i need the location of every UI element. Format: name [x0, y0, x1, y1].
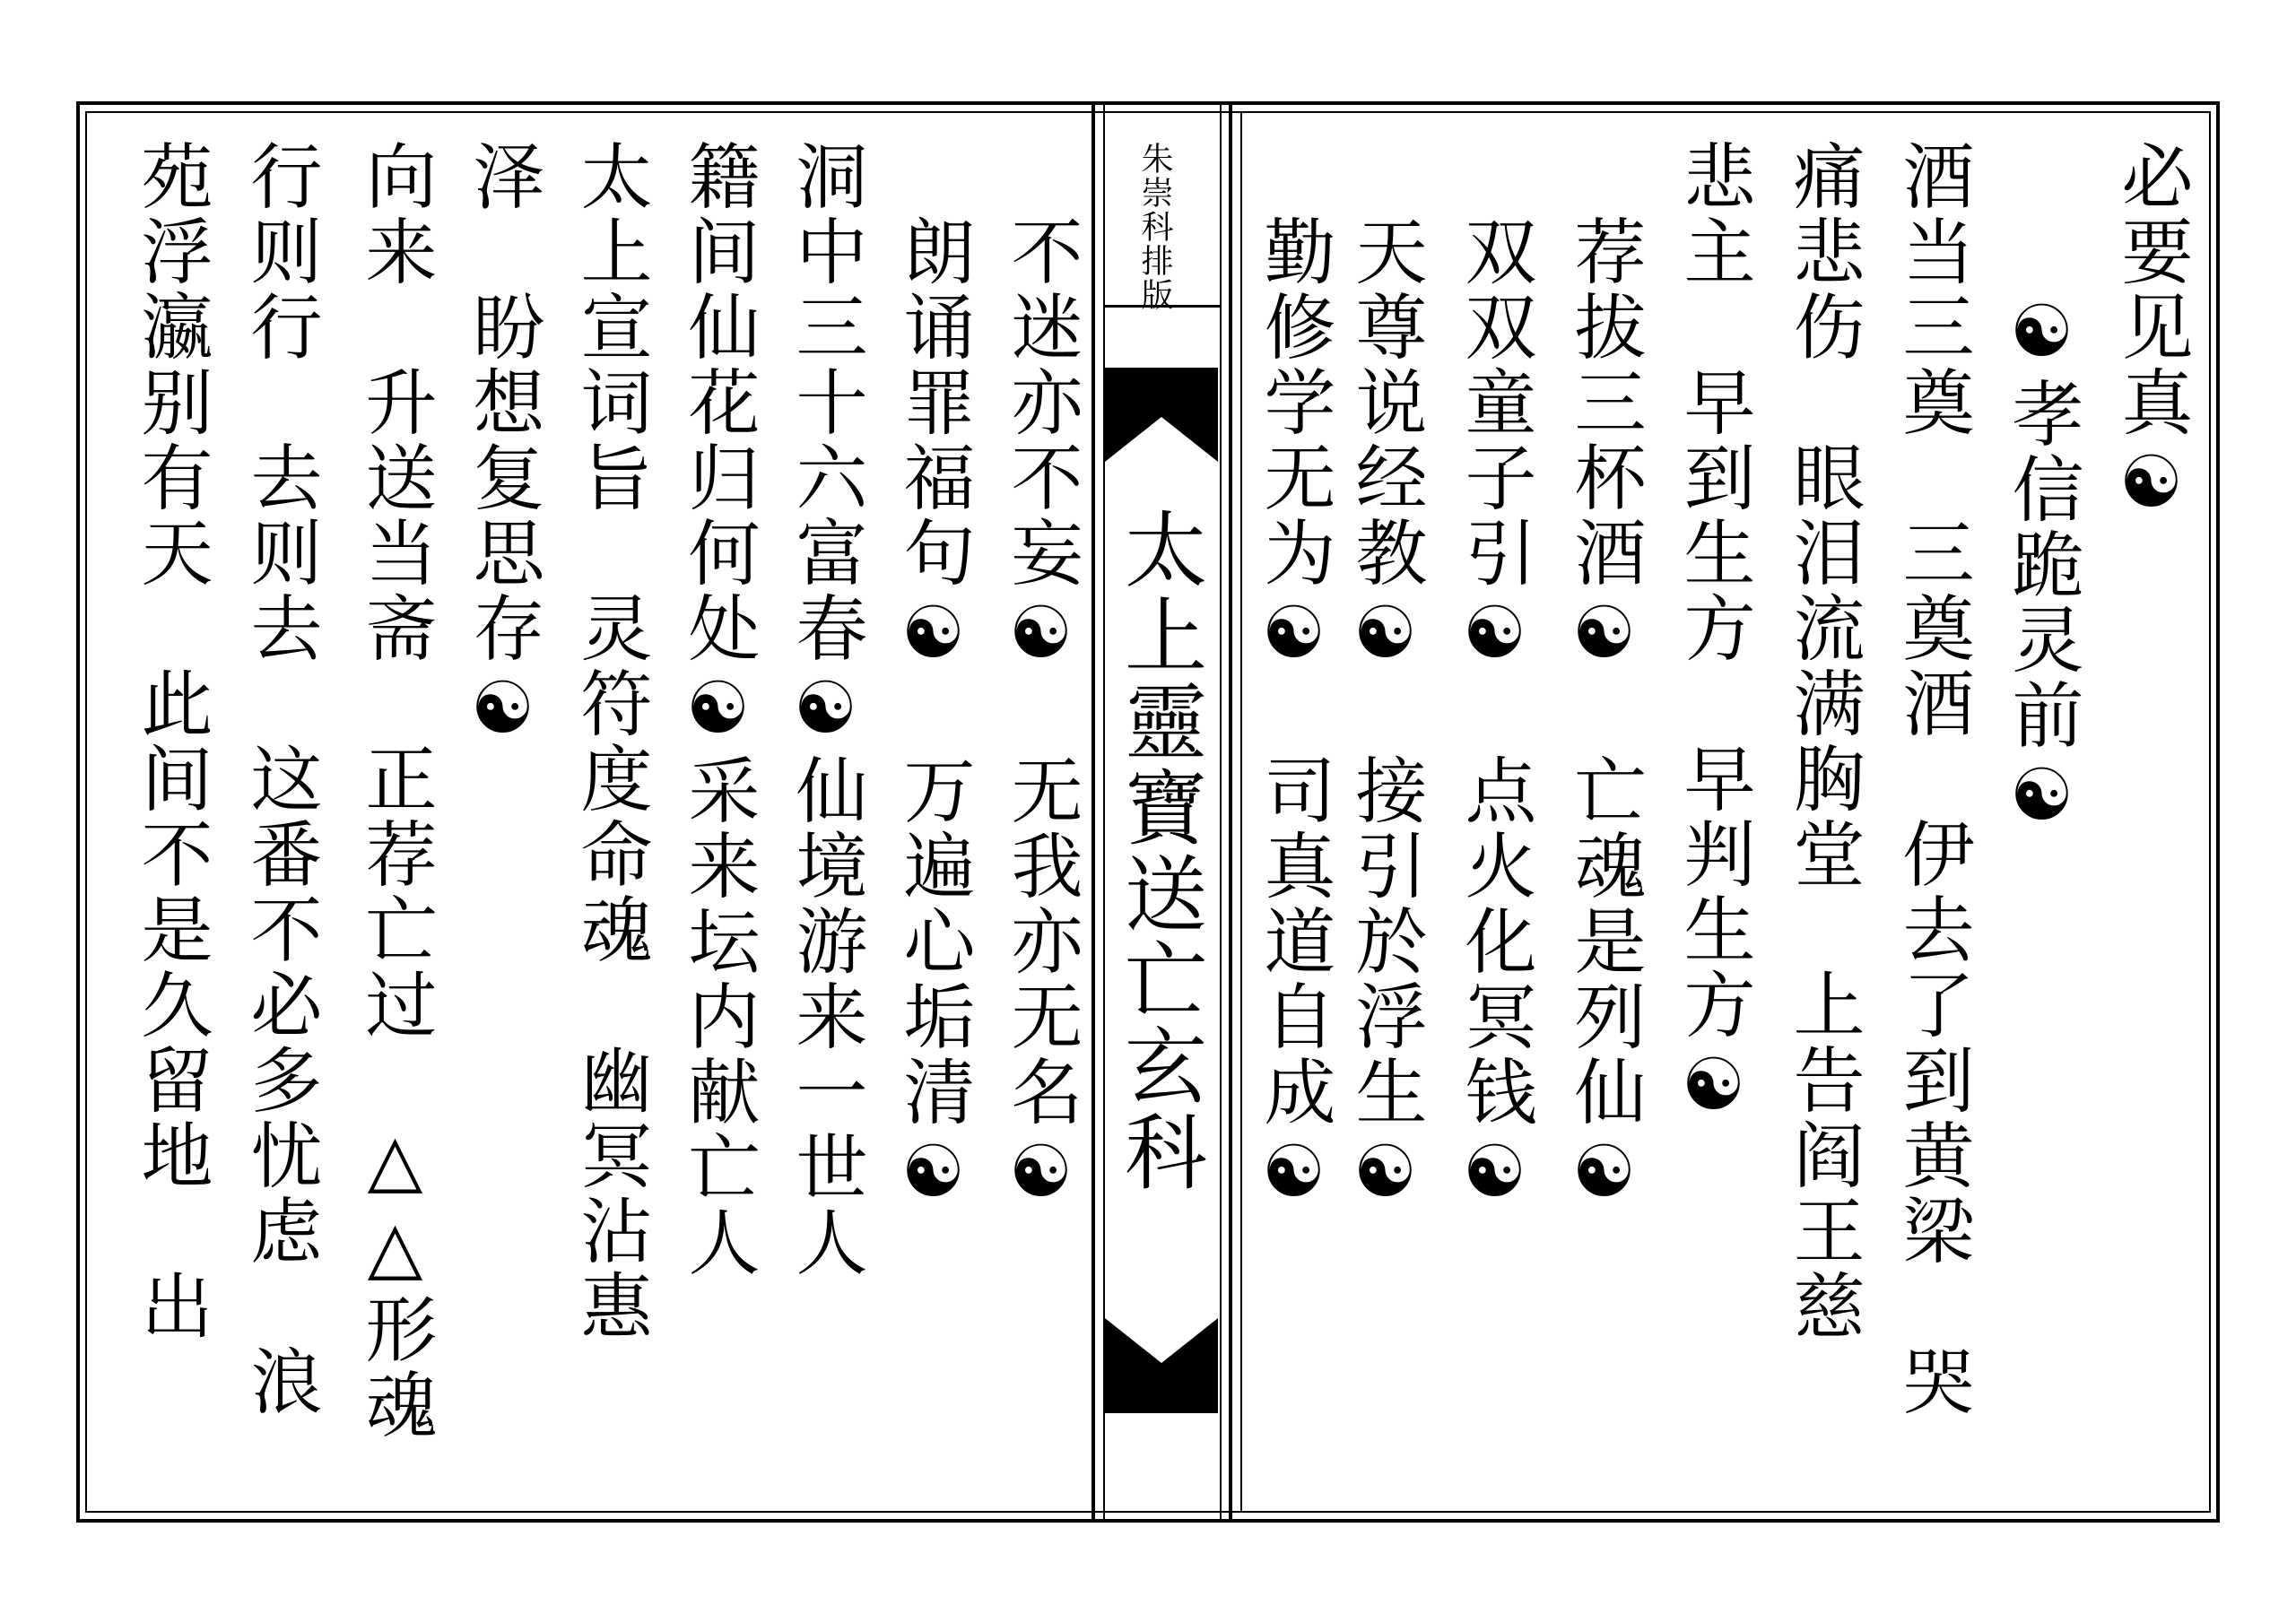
spine-rule-far-right [1240, 111, 1242, 1513]
right-column-2: ☯孝信跪灵前☯ [2000, 139, 2083, 840]
left-column-2: 朗诵罪福句☯ 万遍心垢清☯ [891, 139, 975, 1217]
left-column-5: 太上宣词旨 灵符度命魂 幽冥沾惠 [569, 139, 652, 1344]
spine-bottom-chevron [1105, 1309, 1218, 1372]
right-column-1: 必要见真☯ [2109, 139, 2193, 527]
spine-top-chevron [1105, 408, 1218, 480]
spine-author: 朱崇科排版 [1136, 142, 1173, 312]
left-column-4: 籍间仙花归何处☯采来坛内献亡人 [676, 139, 760, 1280]
spine-top-band [1105, 368, 1218, 411]
right-column-7: 双双童子引☯ 点火化冥钱☯ [1453, 139, 1536, 1217]
left-column-1: 不迷亦不妄☯ 无我亦无名☯ [999, 139, 1083, 1217]
spine-title: 太上靈寶送亡玄科 [1111, 507, 1207, 1195]
spine-rule-right-inner [1220, 101, 1222, 1523]
right-column-8: 天尊说经教☯ 接引於浮生☯ [1344, 139, 1427, 1217]
spine-bottom-band [1105, 1370, 1218, 1413]
left-column-3: 洞中三十六富春☯仙境游来一世人 [784, 139, 867, 1280]
left-column-7: 向来 升送当斋 正荐亡过 △△形魂 [353, 139, 437, 1443]
right-column-6: 荐拔三杯酒☯ 亡魂是列仙☯ [1562, 139, 1646, 1217]
right-column-9: 勤修学无为☯ 司真道自成☯ [1252, 139, 1335, 1217]
left-column-9: 苑浮瀛别有天 此间不是久留地 出 [129, 139, 213, 1344]
spine-rule-left-outer [1091, 101, 1095, 1523]
spine-rule-right-outer [1229, 101, 1232, 1523]
right-column-5: 悲主 早到生方 早判生方☯ [1672, 139, 1755, 1130]
right-column-4: 痛悲伤 眼泪流满胸堂 上告阎王慈 [1781, 139, 1865, 1344]
right-column-3: 酒当三奠 三奠酒 伊去了到黄梁 哭 [1891, 139, 1974, 1419]
left-column-8: 行则行 去则去 这番不必多忧虑 浪 [239, 139, 322, 1419]
left-column-6: 泽 盼想复思存☯ [461, 139, 544, 753]
